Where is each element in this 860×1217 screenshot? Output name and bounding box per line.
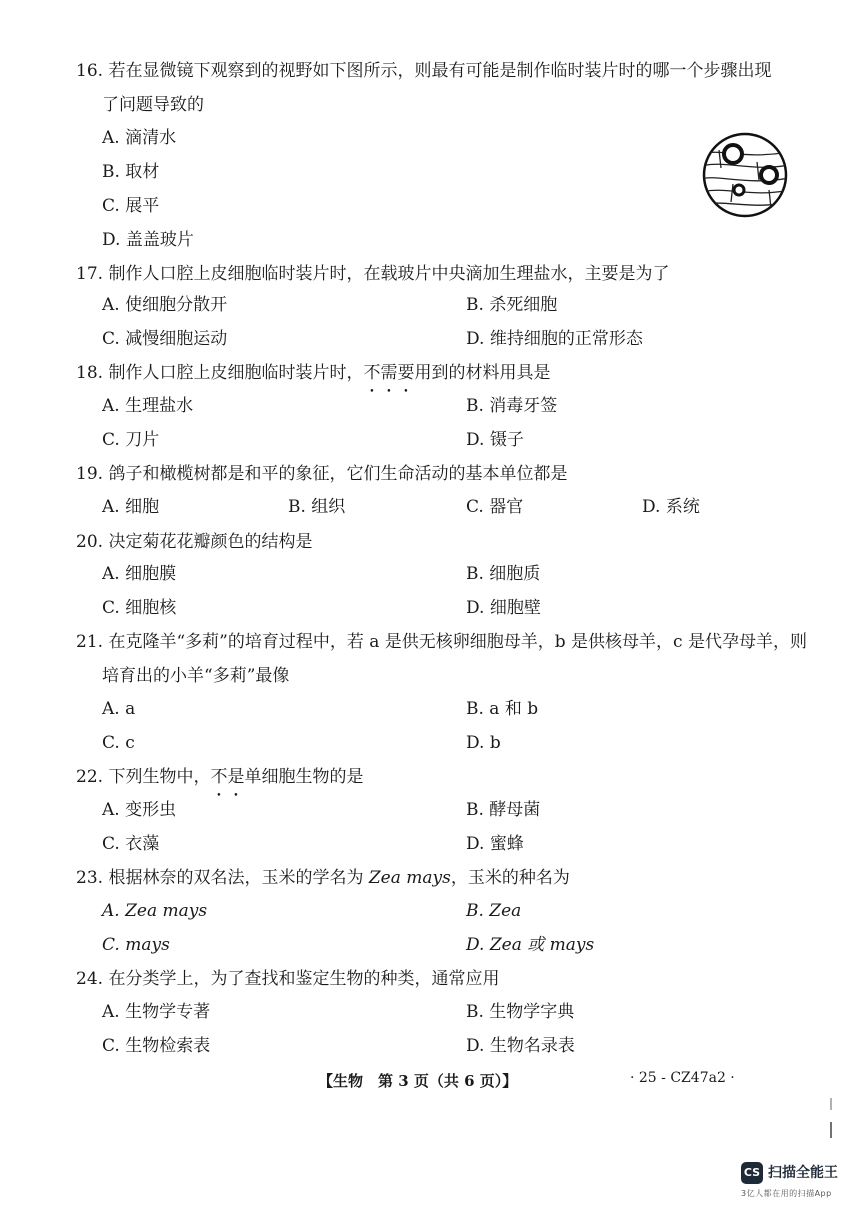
question-16-stem-line-2: 了问题导致的: [102, 95, 204, 115]
question-20-option-d: D. 细胞壁: [466, 598, 541, 618]
question-24-option-b: B. 生物学字典: [466, 1002, 575, 1022]
question-17-option-b: B. 杀死细胞: [466, 295, 558, 315]
question-24-option-c: C. 生物检索表: [102, 1036, 211, 1056]
question-24-option-d: D. 生物名录表: [466, 1036, 575, 1056]
question-23-option-a: A. Zea mays: [102, 901, 208, 921]
question-21-stem-line-1: 21. 在克隆羊“多莉”的培育过程中，若 a 是供无核卵细胞母羊，b 是供核母羊，c 是代孕母羊，则: [76, 632, 807, 652]
question-21-option-c: C. c: [102, 733, 135, 753]
question-21-stem: [76, 625, 816, 693]
microscope-field-figure: [697, 132, 793, 218]
question-22-option-a: A. 变形虫: [102, 800, 177, 820]
question-20-stem-line-1: 20. 决定菊花花瓣颜色的结构是: [76, 532, 313, 552]
question-20-option-c: C. 细胞核: [102, 598, 177, 618]
question-23-option-c: C. mays: [102, 935, 170, 955]
question-24-option-a: A. 生物学专著: [102, 1002, 211, 1022]
question-24-stem: [76, 962, 816, 996]
question-18-option-a: A. 生理盐水: [102, 396, 194, 416]
question-19-stem: [76, 457, 816, 491]
question-21-option-a: A. a: [102, 699, 136, 719]
question-16-option-a: A. 滴清水: [102, 128, 177, 148]
question-23-option-d: D. Zea 或 mays: [466, 935, 595, 955]
question-16-option-c: C. 展平: [102, 196, 160, 216]
camscanner-logo-icon: [741, 1162, 841, 1206]
question-16-stem-line-1: 16. 若在显微镜下观察到的视野如下图所示，则最有可能是制作临时装片时的哪一个步骤出现: [76, 61, 772, 81]
question-19-option-b: B. 组织: [288, 497, 346, 517]
question-18-emphasis-3: 要: [397, 363, 415, 383]
question-17-option-c: C. 减慢细胞运动: [102, 329, 228, 349]
scan-edge-mark: [828, 1098, 834, 1138]
question-23-stem: [76, 861, 816, 895]
question-22-stem-post: 单细胞生物的是: [244, 767, 364, 787]
question-20-option-a: A. 细胞膜: [102, 564, 177, 584]
question-21-option-d: D. b: [466, 733, 501, 753]
question-17-stem-line-1: 17. 制作人口腔上皮细胞临时装片时，在载玻片中央滴加生理盐水，主要是为了: [76, 264, 670, 284]
question-22-emphasis-2: 是: [227, 767, 245, 787]
question-19-stem-line-1: 19. 鸽子和橄榄树都是和平的象征，它们生命活动的基本单位都是: [76, 464, 568, 484]
question-17-option-d: D. 维持细胞的正常形态: [466, 329, 643, 349]
question-18-stem-pre: 18. 制作人口腔上皮细胞临时装片时，: [76, 363, 364, 383]
question-18-option-c: C. 刀片: [102, 430, 160, 450]
question-21-option-b: B. a 和 b: [466, 699, 539, 719]
question-20-stem: [76, 525, 816, 559]
question-24-stem-line-1: 24. 在分类学上，为了查找和鉴定生物的种类，通常应用: [76, 969, 500, 989]
question-19-option-d: D. 系统: [642, 497, 700, 517]
question-22-emphasis-1: 不: [210, 767, 228, 787]
question-21-stem-line-2: 培育出的小羊“多莉”最像: [102, 666, 290, 686]
scanner-badge: CS: [741, 1162, 763, 1184]
page-footer-code: · 25 - CZ47a2 ·: [630, 1070, 735, 1086]
question-23-stem-pre: 23. 根据林奈的双名法，玉米的学名为: [76, 868, 369, 888]
question-16-option-b: B. 取材: [102, 162, 160, 182]
question-19-option-a: A. 细胞: [102, 497, 160, 517]
question-23-stem-post: ，玉米的种名为: [450, 868, 570, 888]
question-18-option-d: D. 镊子: [466, 430, 524, 450]
question-19-option-c: C. 器官: [466, 497, 524, 517]
question-18-option-b: B. 消毒牙签: [466, 396, 558, 416]
question-20-option-b: B. 细胞质: [466, 564, 541, 584]
question-16-option-d: D. 盖盖玻片: [102, 230, 194, 250]
question-18-emphasis-2: 需: [380, 363, 398, 383]
question-23-scientific-name: Zea mays: [368, 868, 451, 888]
question-17-option-a: A. 使细胞分散开: [102, 295, 228, 315]
question-22-stem-pre: 22. 下列生物中，: [76, 767, 211, 787]
question-22-option-b: B. 酵母菌: [466, 800, 541, 820]
question-23-option-b: B. Zea: [466, 901, 522, 921]
question-18-stem-post: 用到的材料用具是: [414, 363, 551, 383]
question-22-option-c: C. 衣藻: [102, 834, 160, 854]
page-footer-subject: 【生物 第 3 页（共 6 页）】: [318, 1072, 518, 1090]
question-18-stem: [76, 356, 816, 390]
question-17-stem: [76, 257, 816, 291]
question-16-stem: [76, 54, 816, 122]
question-22-stem: [76, 760, 816, 794]
question-18-emphasis-1: 不: [363, 363, 381, 383]
scanner-tagline: 3亿人都在用的扫描App: [741, 1189, 832, 1198]
scanner-name: 扫描全能王: [768, 1165, 838, 1181]
question-22-option-d: D. 蜜蜂: [466, 834, 524, 854]
